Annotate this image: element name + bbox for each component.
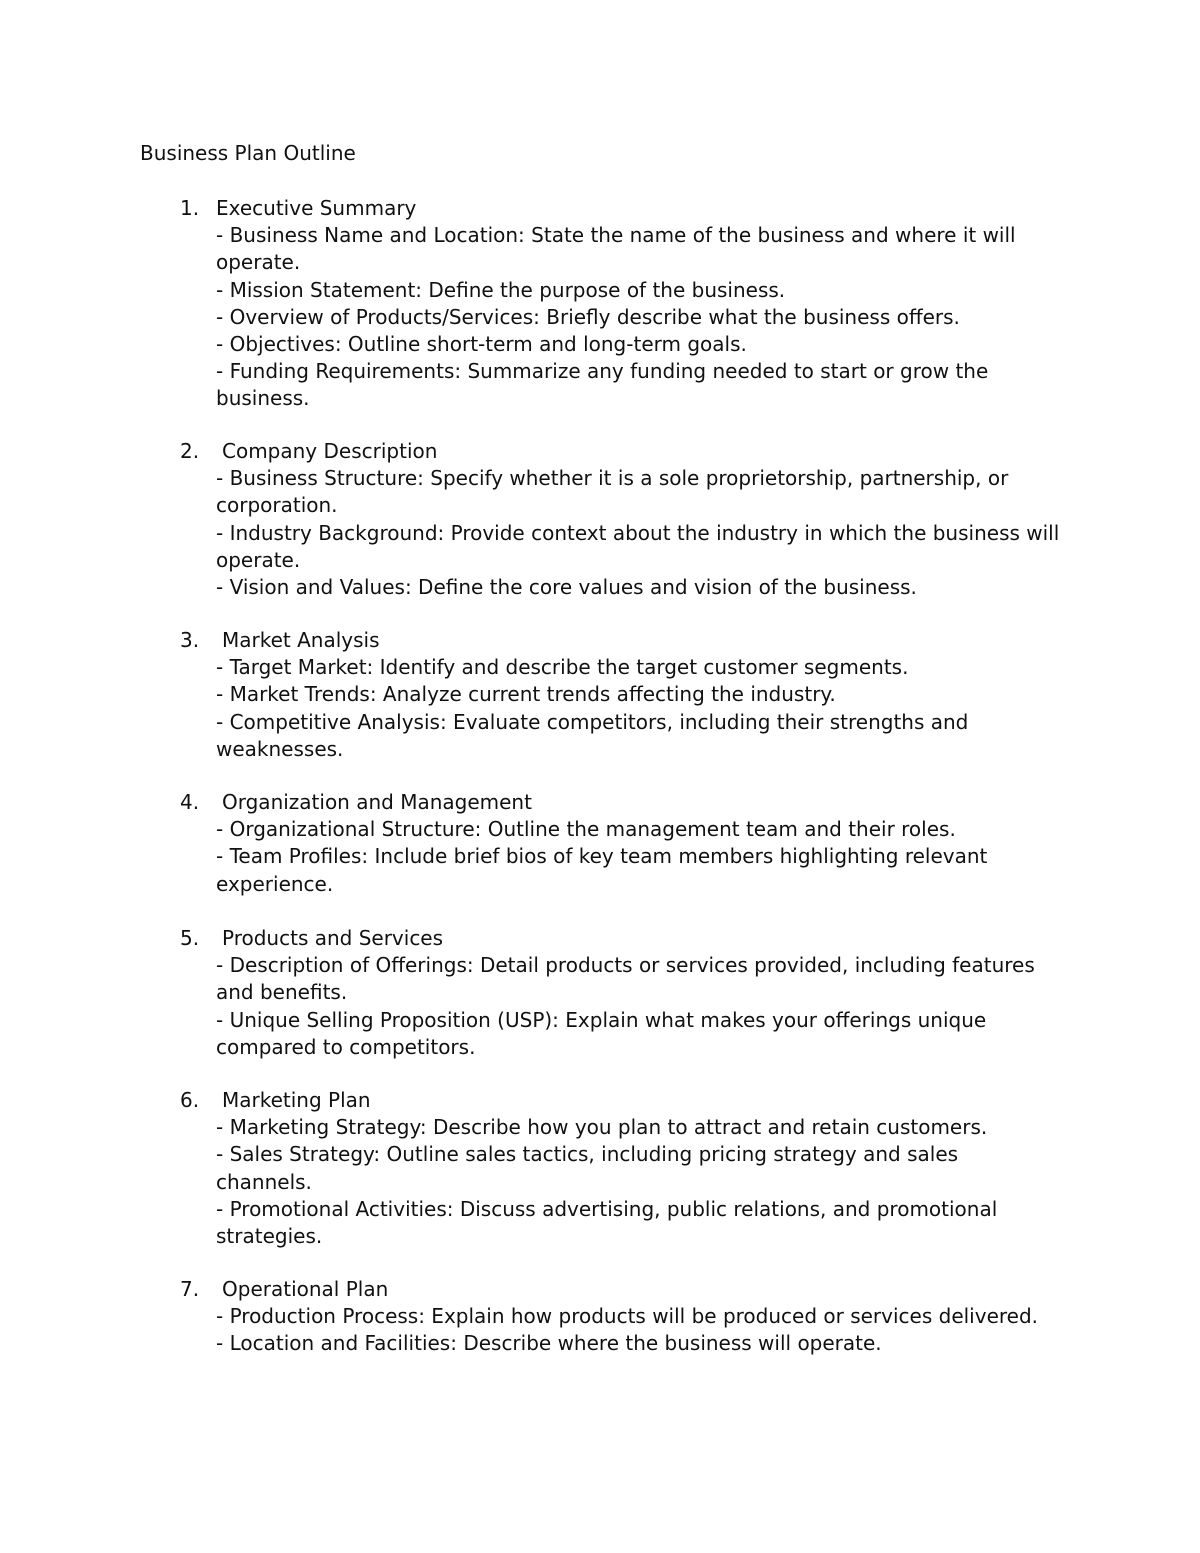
- list-item: - Market Trends: Analyze current trends affecting the industry.: [216, 682, 836, 707]
- section-header: [180, 925, 1060, 952]
- section-items: [180, 222, 1060, 412]
- list-item: - Funding Requirements: Summarize any funding needed to start or grow the business.: [216, 359, 989, 411]
- list-item: - Promotional Activities: Discuss advertising, public relations, and promotional strategies.: [216, 1196, 998, 1248]
- section-executive-summary: [180, 195, 1060, 413]
- list-item: - Industry Background: Provide context about the industry in which the business will operate.: [216, 520, 1060, 572]
- section-number: 7.: [180, 1277, 200, 1301]
- section-organization-and-management: [180, 789, 1060, 898]
- list-item: - Competitive Analysis: Evaluate competitors, including their strengths and weaknesses.: [216, 709, 969, 761]
- section-items: [180, 1114, 1060, 1250]
- section-heading: Operational Plan: [222, 1277, 389, 1301]
- section-heading: Company Description: [222, 439, 438, 463]
- section-number: 6.: [180, 1088, 200, 1112]
- section-header: [180, 789, 1060, 816]
- section-products-and-services: [180, 925, 1060, 1061]
- list-item: - Business Name and Location: State the name of the business and where it will operate.: [216, 223, 1016, 275]
- list-item: - Mission Statement: Define the purpose of the business.: [216, 277, 786, 302]
- section-items: [180, 816, 1060, 898]
- section-company-description: [180, 438, 1060, 601]
- list-item: - Team Profiles: Include brief bios of key team members highlighting relevant experience.: [216, 844, 988, 896]
- section-heading: Products and Services: [222, 926, 444, 950]
- section-header: [180, 627, 1060, 654]
- section-header: [180, 195, 1060, 222]
- section-market-analysis: [180, 627, 1060, 763]
- list-item: - Description of Offerings: Detail products or services provided, including features and benefits.: [216, 953, 1035, 1005]
- list-item: - Sales Strategy: Outline sales tactics, including pricing strategy and sales channels.: [216, 1142, 959, 1194]
- list-item: - Unique Selling Proposition (USP): Explain what makes your offerings unique compared to competitors.: [216, 1007, 987, 1059]
- section-items: [180, 1303, 1060, 1357]
- section-marketing-plan: [180, 1087, 1060, 1250]
- section-operational-plan: [180, 1276, 1060, 1358]
- list-item: - Location and Facilities: Describe where the business will operate.: [216, 1331, 882, 1356]
- list-item: - Organizational Structure: Outline the management team and their roles.: [216, 817, 956, 842]
- section-heading: Marketing Plan: [222, 1088, 371, 1112]
- section-number: 3.: [180, 628, 200, 652]
- section-header: [180, 1276, 1060, 1303]
- section-number: 4.: [180, 790, 200, 814]
- section-number: 1.: [180, 196, 200, 220]
- list-item: - Marketing Strategy: Describe how you plan to attract and retain customers.: [216, 1115, 988, 1140]
- list-item: - Business Structure: Specify whether it is a sole proprietorship, partnership, or corporation.: [216, 466, 1009, 518]
- section-header: [180, 438, 1060, 465]
- list-item: - Overview of Products/Services: Briefly describe what the business offers.: [216, 304, 960, 329]
- section-header: [180, 1087, 1060, 1114]
- section-heading: Organization and Management: [222, 790, 532, 814]
- list-item: - Objectives: Outline short-term and long-term goals.: [216, 332, 747, 356]
- list-item: - Vision and Values: Define the core values and vision of the business.: [216, 575, 917, 599]
- list-item: - Production Process: Explain how products will be produced or services delivered.: [216, 1304, 1039, 1329]
- section-items: [180, 952, 1060, 1061]
- section-number: 5.: [180, 926, 200, 950]
- list-item: - Target Market: Identify and describe the target customer segments.: [216, 655, 909, 680]
- section-items: [180, 465, 1060, 601]
- document-title: Business Plan Outline: [140, 141, 356, 165]
- section-items: [180, 654, 1060, 763]
- section-heading: Executive Summary: [216, 196, 417, 220]
- section-number: 2.: [180, 439, 200, 463]
- section-heading: Market Analysis: [222, 628, 380, 652]
